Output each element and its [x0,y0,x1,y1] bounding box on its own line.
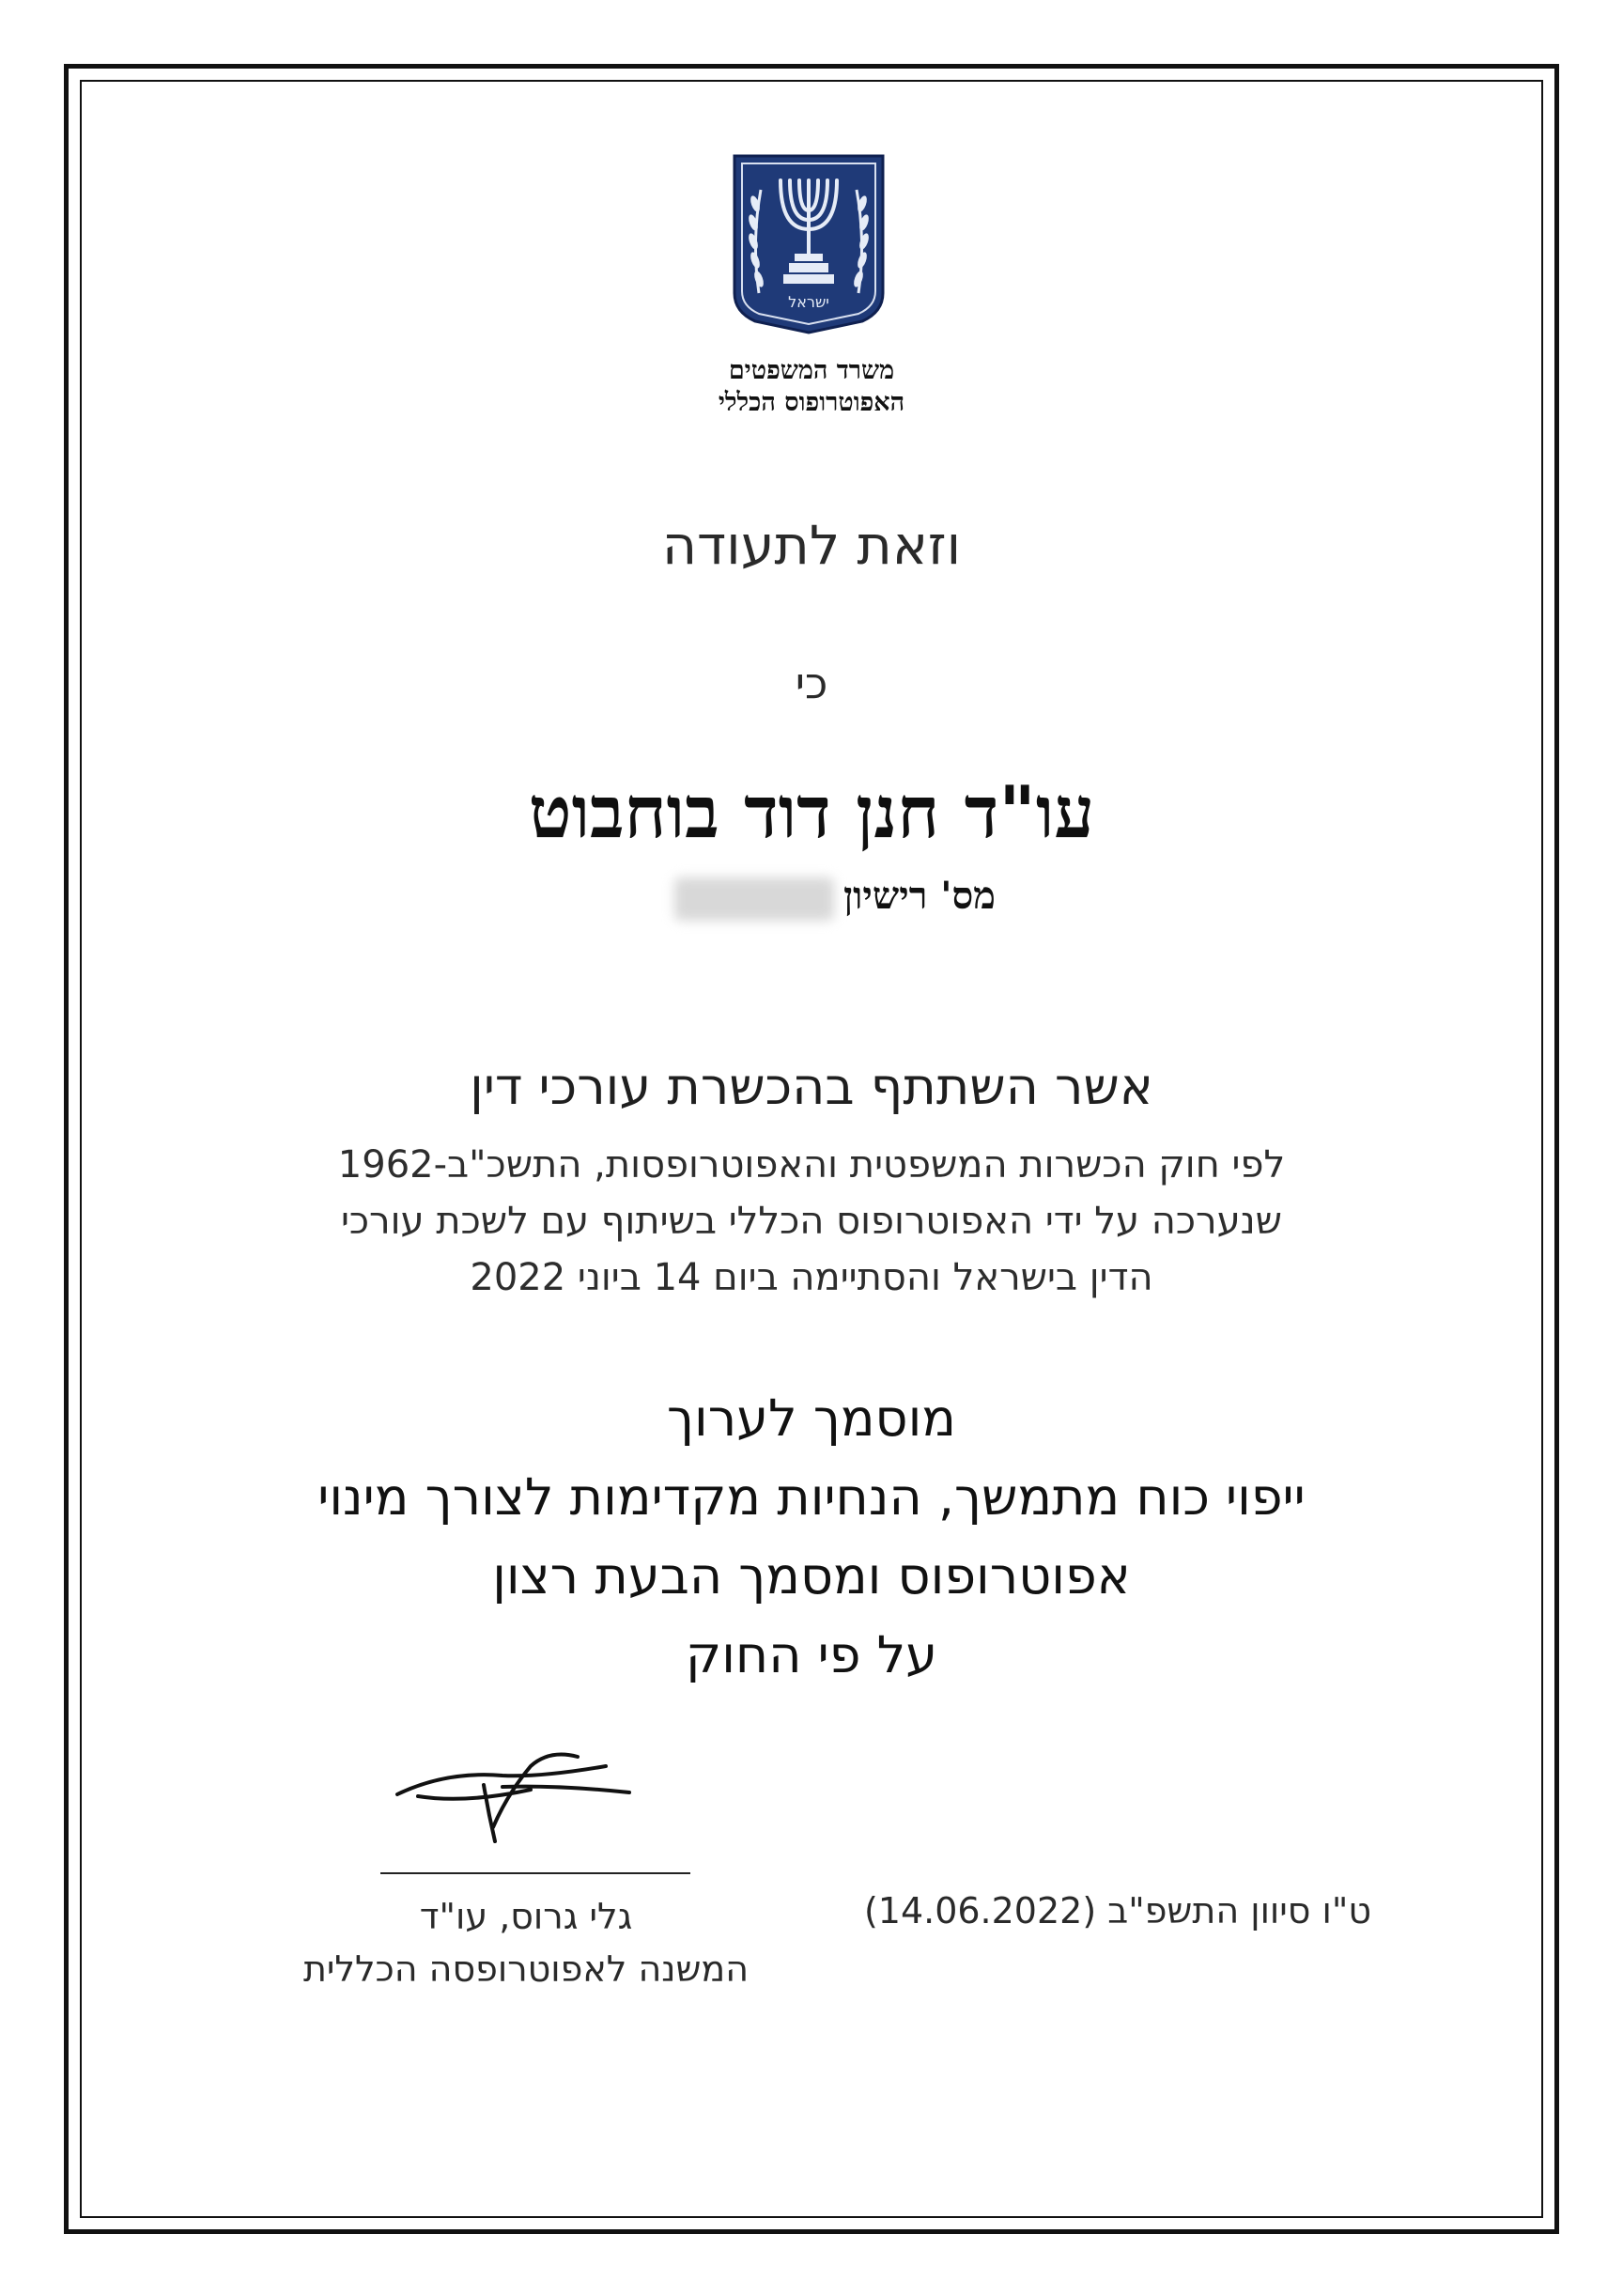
certified-line: על פי החוק [685,1625,938,1684]
certified-line: מוסמך לערוך [667,1388,956,1448]
signer-title: המשנה לאפוטרופסה הכללית [302,1948,750,1990]
holder-name: עו"ד חנן דוד בוחבוט [528,770,1095,854]
license-label: מס' רישיון [842,874,996,918]
certification-block [0,1379,1623,1695]
ministry-line-1: משרד המשפטים [728,356,895,385]
paragraph-line: שנערכה על ידי האפוטרופוס הכללי בשיתוף עם לשכת עורכי [340,1200,1283,1243]
certified-line: אפוטרופוס ומסמך הבעת רצון [492,1546,1131,1606]
state-emblem-icon [731,152,887,336]
license-number-redacted [674,877,834,921]
signer-name: גלי גרוס, עו"ד [419,1896,633,1937]
training-lead: אשר השתתף בהכשרת עורכי דין [470,1057,1153,1116]
emblem-text: ישראל [788,293,829,311]
certificate-title: וזאת לתעודה [661,515,962,577]
paragraph-line: הדין בישראל והסתיימה ביום 14 ביוני 2022 [470,1256,1153,1299]
signer-block [244,1890,808,1995]
certified-line: ייפוי כוח מתמשך, הנחיות מקדימות לצורך מינוי [317,1467,1306,1527]
ministry-line-2: האפוטרופוס הכללי [718,388,905,417]
paragraph-line: לפי חוק הכשרות המשפטית והאפוטרופסות, התשכ"ב-1962 [337,1143,1286,1187]
license-number-row [601,874,996,921]
ministry-header [0,355,1623,419]
training-paragraph [0,1137,1623,1306]
certificate-ki: כי [795,658,828,708]
signature-line [380,1872,690,1874]
issue-date: ט"ו סיוון התשפ"ב (14.06.2022) [863,1890,1371,1931]
handwritten-signature [390,1738,634,1851]
